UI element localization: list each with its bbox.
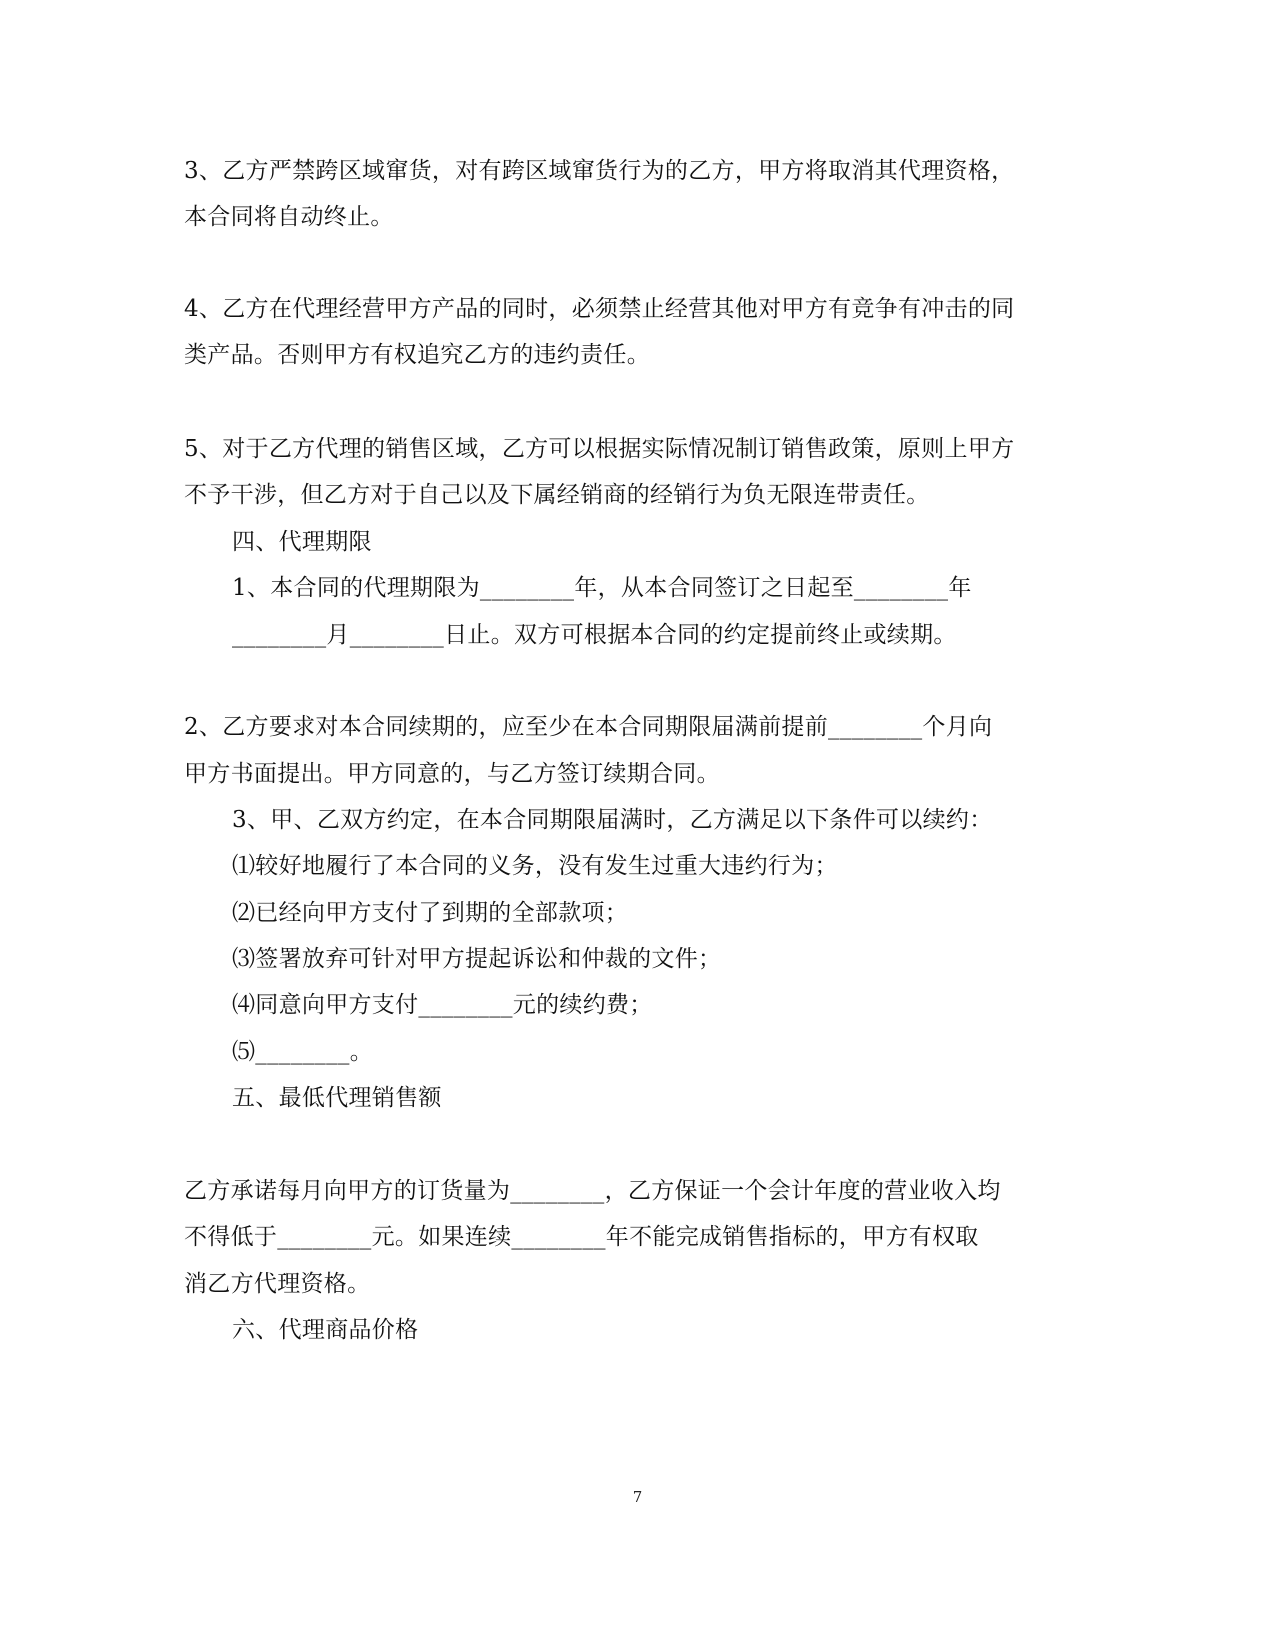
term-clause-2-line-1: 2、乙方要求对本合同续期的，应至少在本合同期限届满前提前________个月向 xyxy=(184,714,993,740)
clause-4-line-1: 4、乙方在代理经营甲方产品的同时，必须禁止经营其他对甲方有竞争有冲击的同 xyxy=(184,296,1015,322)
sales-clause-line-3: 消乙方代理资格。 xyxy=(184,1271,371,1297)
clause-5-line-2: 不予干涉，但乙方对于自己以及下属经销商的经销行为负无限连带责任。 xyxy=(184,482,930,508)
page-number: 7 xyxy=(632,1488,643,1506)
clause-3-line-2: 本合同将自动终止。 xyxy=(184,204,394,230)
condition-5: ⑸________。 xyxy=(232,1039,373,1065)
clause-5-line-1: 5、对于乙方代理的销售区域，乙方可以根据实际情况制订销售政策，原则上甲方 xyxy=(184,436,1015,462)
condition-1: ⑴较好地履行了本合同的义务，没有发生过重大违约行为； xyxy=(232,853,838,879)
section-heading-4: 四、代理期限 xyxy=(232,529,372,555)
term-clause-2-line-2: 甲方书面提出。甲方同意的，与乙方签订续期合同。 xyxy=(184,761,720,787)
section-heading-6: 六、代理商品价格 xyxy=(232,1317,419,1343)
condition-4: ⑷同意向甲方支付________元的续约费； xyxy=(232,992,653,1018)
sales-clause-line-1: 乙方承诺每月向甲方的订货量为________，乙方保证一个会计年度的营业收入均 xyxy=(184,1178,1001,1204)
sales-clause-line-2: 不得低于________元。如果连续________年不能完成销售指标的，甲方有权取 xyxy=(184,1224,979,1250)
clause-4-line-2: 类产品。否则甲方有权追究乙方的违约责任。 xyxy=(184,342,650,368)
term-clause-1-line-1: 1、本合同的代理期限为________年，从本合同签订之日起至________年 xyxy=(232,575,972,601)
condition-3: ⑶签署放弃可针对甲方提起诉讼和仲裁的文件； xyxy=(232,946,722,972)
term-clause-1-line-2: ________月________日止。双方可根据本合同的约定提前终止或续期。 xyxy=(232,622,957,648)
condition-2: ⑵已经向甲方支付了到期的全部款项； xyxy=(232,900,629,926)
section-heading-5: 五、最低代理销售额 xyxy=(232,1085,442,1111)
term-clause-3: 3、甲、乙双方约定，在本合同期限届满时，乙方满足以下条件可以续约： xyxy=(232,807,993,833)
clause-3-line-1: 3、乙方严禁跨区域窜货，对有跨区域窜货行为的乙方，甲方将取消其代理资格， xyxy=(184,158,1015,184)
